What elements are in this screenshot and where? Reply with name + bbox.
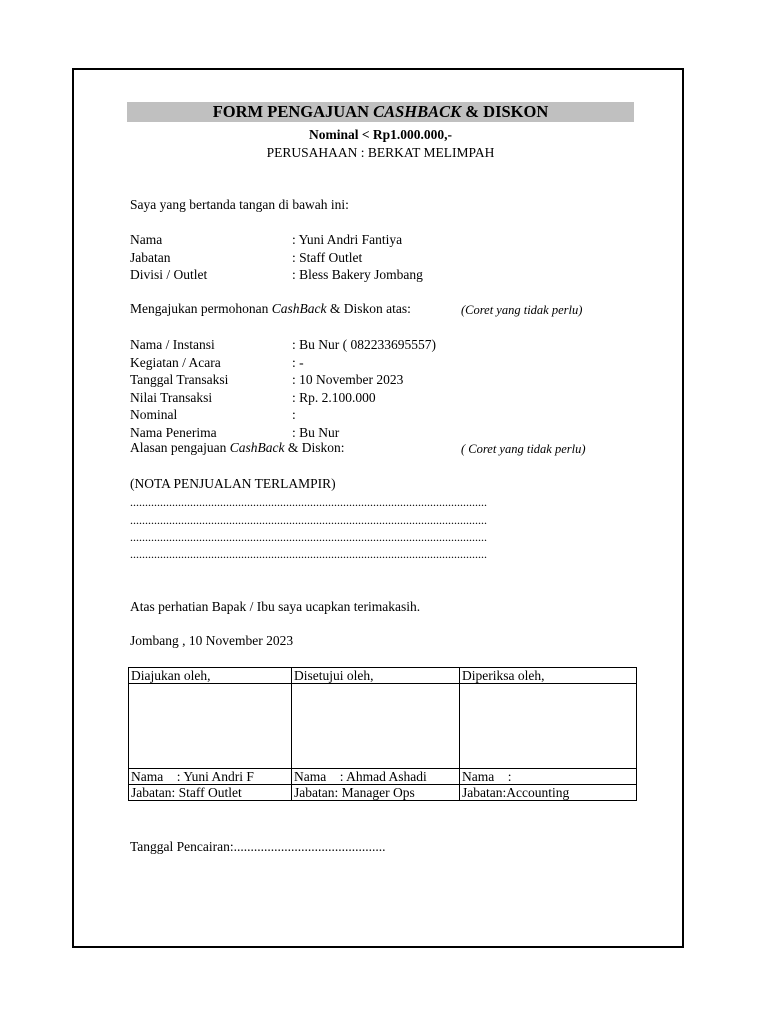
request-note: (Coret yang tidak perlu) (461, 303, 583, 317)
detail-institution-value: : Bu Nur ( 082233695557) (292, 337, 436, 352)
submitted-by-header: Diajukan oleh, (129, 668, 292, 684)
detail-date-value: : 10 November 2023 (292, 372, 404, 387)
intro-text: Saya yang bertanda tangan di bawah ini: (130, 197, 349, 212)
reason-dotted-line: ....................................................................................................................... (130, 547, 487, 561)
approved-position: Jabatan: Manager Ops (292, 785, 460, 801)
checked-signature-area (460, 684, 637, 769)
disbursement-date: Tanggal Pencairan:............................................. (130, 839, 386, 854)
reason-dotted-line: ....................................................................................................................... (130, 530, 487, 544)
checked-name: Nama : (460, 769, 637, 785)
detail-nominal-value: : (292, 407, 296, 422)
reason-text: (NOTA PENJUALAN TERLAMPIR) (130, 476, 336, 491)
company-name: PERUSAHAAN : BERKAT MELIMPAH (266, 145, 495, 160)
approved-by-header: Disetujui oleh, (292, 668, 460, 684)
form-title: FORM PENGAJUAN CASHBACK & DISKON (127, 102, 634, 122)
request-statement: Mengajukan permohonan CashBack & Diskon atas: (130, 301, 411, 316)
place-date: Jombang , 10 November 2023 (130, 633, 294, 648)
detail-nominal-label: Nominal (130, 407, 178, 422)
detail-recipient-value: : Bu Nur (292, 425, 340, 440)
applicant-name-label: Nama (130, 232, 163, 247)
applicant-division-label: Divisi / Outlet (130, 267, 208, 282)
detail-event-label: Kegiatan / Acara (130, 355, 221, 370)
applicant-division-value: : Bless Bakery Jombang (292, 267, 423, 282)
submitted-position: Jabatan: Staff Outlet (129, 785, 292, 801)
submitted-signature-area (129, 684, 292, 769)
approved-name: Nama : Ahmad Ashadi (292, 769, 460, 785)
applicant-position-value: : Staff Outlet (292, 250, 363, 265)
detail-institution-label: Nama / Instansi (130, 337, 215, 352)
detail-recipient-label: Nama Penerima (130, 425, 217, 440)
reason-dotted-line: ....................................................................................................................... (130, 513, 487, 527)
nominal-limit: Nominal < Rp1.000.000,- (308, 127, 453, 142)
approved-signature-area (292, 684, 460, 769)
closing-text: Atas perhatian Bapak / Ibu saya ucapkan terimakasih. (130, 599, 421, 614)
applicant-position-label: Jabatan (130, 250, 171, 265)
detail-date-label: Tanggal Transaksi (130, 372, 229, 387)
detail-amount-label: Nilai Transaksi (130, 390, 213, 405)
reason-note: ( Coret yang tidak perlu) (461, 442, 586, 456)
submitted-name: Nama : Yuni Andri F (129, 769, 292, 785)
detail-amount-value: : Rp. 2.100.000 (292, 390, 376, 405)
checked-position: Jabatan:Accounting (460, 785, 637, 801)
signature-table (128, 667, 637, 801)
applicant-name-value: : Yuni Andri Fantiya (292, 232, 403, 247)
reason-statement: Alasan pengajuan CashBack & Diskon: (130, 440, 345, 455)
checked-by-header: Diperiksa oleh, (460, 668, 637, 684)
detail-event-value: : - (292, 355, 304, 370)
reason-dotted-line: ....................................................................................................................... (130, 495, 487, 509)
